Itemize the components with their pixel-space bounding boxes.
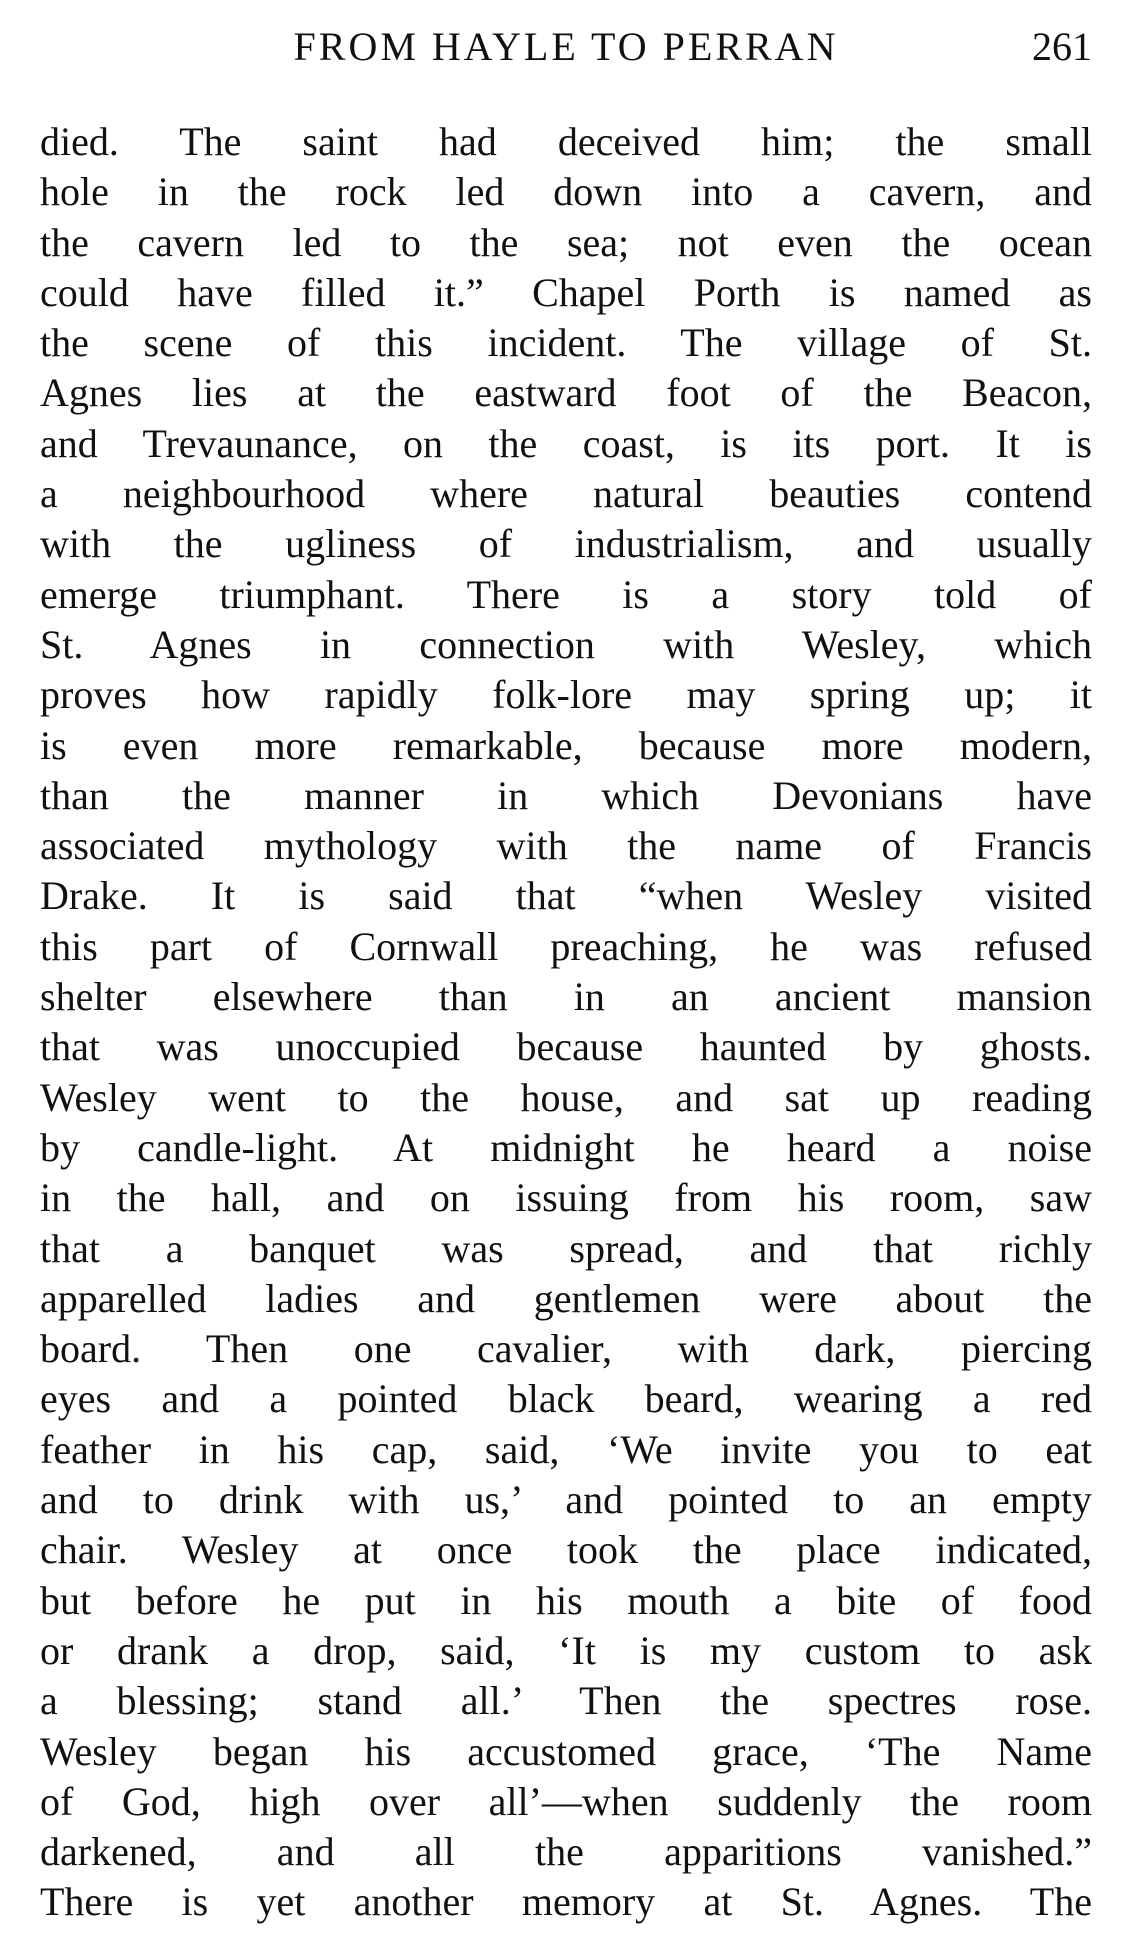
text-line: died. The saint had deceived him; the small (40, 119, 1092, 164)
text-line: that was unoccupied because haunted by ghosts. (40, 1024, 1092, 1070)
running-title: FROM HAYLE TO PERRAN (293, 24, 839, 69)
text-line: is even more remarkable, because more modern, (40, 722, 1092, 768)
text-line: eyes and a pointed black beard, wearing a red (40, 1376, 1092, 1422)
text-line: Drake. It is said that “when Wesley visited (40, 873, 1092, 919)
text-line: a neighbourhood where natural beauties contend (40, 471, 1092, 517)
text-line: There is yet another memory at St. Agnes. The (40, 1879, 1092, 1925)
text-line: and Trevaunance, on the coast, is its port. It is (40, 420, 1092, 466)
text-line: but before he put in his mouth a bite of food (40, 1577, 1092, 1623)
text-line: hole in the rock led down into a cavern, and (40, 169, 1092, 215)
page-number: 261 (1032, 24, 1092, 69)
text-line: chair. Wesley at once took the place indicated, (40, 1527, 1092, 1573)
text-line: than the manner in which Devonians have (40, 772, 1092, 818)
text-line: St. Agnes in connection with Wesley, which (40, 621, 1092, 667)
text-line: feather in his cap, said, ‘We invite you to eat (40, 1426, 1092, 1472)
text-line: in the hall, and on issuing from his room, saw (40, 1175, 1092, 1221)
text-line: the scene of this incident. The village of St. (40, 320, 1092, 366)
text-line: shelter elsewhere than in an ancient mansion (40, 974, 1092, 1020)
text-line: Wesley began his accustomed grace, ‘The Name (40, 1728, 1092, 1774)
text-line: and to drink with us,’ and pointed to an empty (40, 1477, 1092, 1523)
text-line: darkened, and all the apparitions vanished.” (40, 1829, 1092, 1875)
text-line: the cavern led to the sea; not even the ocean (40, 219, 1092, 265)
text-line: apparelled ladies and gentlemen were about the (40, 1275, 1092, 1321)
text-line: board. Then one cavalier, with dark, piercing (40, 1326, 1092, 1372)
text-line: associated mythology with the name of Francis (40, 823, 1092, 869)
text-line: this part of Cornwall preaching, he was refused (40, 923, 1092, 969)
text-line: that a banquet was spread, and that richly (40, 1225, 1092, 1271)
text-line: proves how rapidly folk-lore may spring up; it (40, 672, 1092, 718)
body-text (40, 117, 1092, 1928)
text-line: Wesley went to the house, and sat up reading (40, 1074, 1092, 1120)
text-line: could have filled it.” Chapel Porth is named as (40, 269, 1092, 315)
running-head (40, 22, 1092, 72)
text-line: of God, high over all’—when suddenly the room (40, 1778, 1092, 1824)
text-line: with the ugliness of industrialism, and usually (40, 521, 1092, 567)
text-line: or drank a drop, said, ‘It is my custom to ask (40, 1627, 1092, 1673)
text-line: emerge triumphant. There is a story told of (40, 571, 1092, 617)
text-line: a blessing; stand all.’ Then the spectres rose. (40, 1678, 1092, 1724)
text-line: Agnes lies at the eastward foot of the Beacon, (40, 370, 1092, 416)
text-line: by candle-light. At midnight he heard a noise (40, 1124, 1092, 1170)
